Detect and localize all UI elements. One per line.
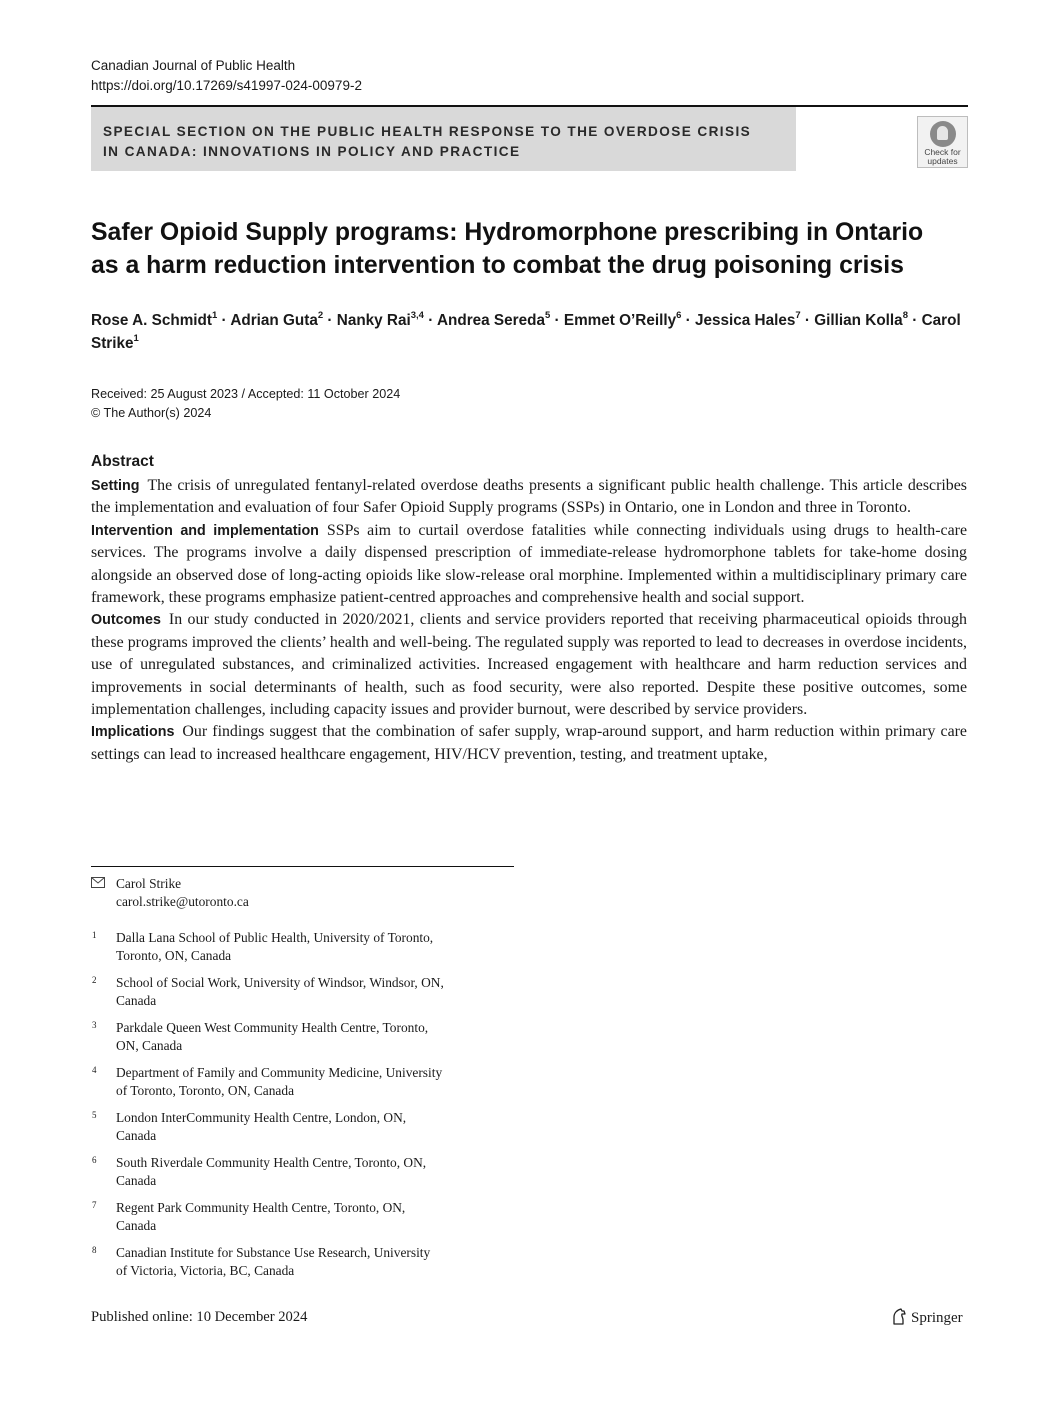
author[interactable]: [814, 312, 908, 329]
article-dates: [91, 385, 400, 423]
abstract-paragraph: [91, 520, 967, 610]
author-name: Rose A. Schmidt: [91, 312, 212, 329]
corresponding-name: Carol Strike: [116, 876, 182, 891]
affiliation-number: 6: [92, 1155, 97, 1165]
article-title-line: as a harm reduction intervention to combat the drug poisoning crisis: [91, 252, 904, 279]
affiliation-number: 1: [92, 930, 97, 940]
affiliation-item: [91, 1019, 511, 1055]
affiliation-text: South Riverdale Community Health Centre, Toronto, ON,: [116, 1155, 427, 1170]
abstract-label: Intervention and implementation: [91, 522, 319, 539]
author-affiliation-sup: 3,4: [410, 310, 424, 321]
affiliation-item: [91, 974, 511, 1010]
corresponding-email[interactable]: carol.strike@utoronto.ca: [116, 894, 249, 909]
author-affiliation-sup: 6: [676, 310, 682, 321]
author-affiliation-sup: 7: [795, 310, 801, 321]
section-banner-line: IN CANADA: INNOVATIONS IN POLICY AND PRACTICE: [103, 144, 521, 159]
affiliation-text: Canadian Institute for Substance Use Research, University: [116, 1245, 431, 1260]
author-name: Andrea Sereda: [436, 312, 545, 329]
abstract-label: Outcomes: [91, 612, 161, 629]
affiliation-text: Canada: [116, 1128, 157, 1143]
author-separator: ·: [907, 312, 922, 329]
author-name: Adrian Guta: [230, 312, 318, 329]
abstract-heading: Abstract: [91, 453, 154, 470]
journal-name: Canadian Journal of Public Health: [91, 58, 296, 73]
affiliation-list: [91, 929, 511, 1289]
affiliation-text: London InterCommunity Health Centre, London, ON,: [116, 1110, 407, 1125]
author-separator: ·: [423, 312, 437, 329]
author-affiliation-sup: 1: [211, 310, 218, 321]
affiliation-text: Toronto, ON, Canada: [116, 948, 232, 963]
author-affiliation-sup: 2: [317, 310, 324, 321]
affiliation-item: [91, 1244, 511, 1280]
author[interactable]: [564, 312, 682, 329]
received-accepted-dates: Received: 25 August 2023 / Accepted: 11 October 2024: [91, 387, 401, 401]
affiliation-number: 4: [92, 1065, 97, 1075]
affiliation-item: [91, 1199, 511, 1235]
author-name: Nanky Rai: [336, 312, 411, 329]
affiliation-text: of Toronto, Toronto, ON, Canada: [116, 1083, 295, 1098]
affiliation-text: of Victoria, Victoria, BC, Canada: [116, 1263, 295, 1278]
doi-link[interactable]: https://doi.org/10.17269/s41997-024-00979-2: [91, 78, 362, 93]
author-separator: ·: [681, 312, 695, 329]
copyright-notice: © The Author(s) 2024: [91, 406, 212, 420]
published-date: Published online: 10 December 2024: [91, 1309, 308, 1325]
abstract-text: SSPs aim to curtail overdose fatalities while connecting individuals using drugs to health-care services. The programs involve a daily dispensed prescription of immediate-release hydromorphone tablets for take-home dosing alongside an observed dose of long-acting opioids like slow-release oral morphine. Implemented within a multidisciplinary primary care framework, these programs emphasize patient-centred approaches and comprehensive health and social support.: [91, 521, 967, 607]
author-name: Carol Strike: [91, 312, 961, 352]
affiliation-text: Dalla Lana School of Public Health, University of Toronto,: [116, 930, 434, 945]
author-affiliation-sup: 1: [133, 333, 139, 344]
abstract-text: Our findings suggest that the combination of safer supply, wrap-around support, and harm reduction within primary care settings can lead to increased healthcare engagement, HIV/HCV prevention, testing, and treatment uptake,: [91, 723, 967, 763]
affiliation-item: [91, 1109, 511, 1145]
author-list: [91, 309, 971, 355]
affiliation-number: 3: [92, 1020, 97, 1030]
affiliation-text: Regent Park Community Health Centre, Toronto, ON,: [116, 1200, 406, 1215]
affiliation-item: [91, 1064, 511, 1100]
author-affiliation-sup: 8: [902, 310, 908, 321]
section-banner: [91, 107, 796, 171]
author-name: Jessica Hales: [695, 312, 796, 329]
abstract-label: Implications: [91, 724, 175, 741]
article-title-line: Safer Opioid Supply programs: Hydromorphone prescribing in Ontario: [91, 219, 924, 246]
abstract-text: The crisis of unregulated fentanyl-related overdose deaths presents a significant public health challenge. This article describes the implementation and evaluation of four Safer Opioid Supply programs (SSPs) in Ontario, one in London and three in Toronto.: [91, 477, 967, 517]
affiliation-item: [91, 929, 511, 965]
springer-horse-icon: [891, 1308, 907, 1325]
bookmark-icon: [930, 121, 956, 147]
author-separator: ·: [550, 312, 564, 329]
author-separator: ·: [800, 312, 815, 329]
affiliation-text: Canada: [116, 1218, 157, 1233]
author-name: Emmet O’Reilly: [563, 312, 677, 329]
section-banner-line: SPECIAL SECTION ON THE PUBLIC HEALTH RESPONSE TO THE OVERDOSE CRISIS: [103, 124, 752, 139]
affiliation-text: Parkdale Queen West Community Health Centre, Toronto,: [116, 1020, 429, 1035]
check-for-updates-button[interactable]: [917, 116, 968, 168]
envelope-icon: [91, 877, 105, 888]
publisher-logo[interactable]: [891, 1308, 963, 1327]
footnote-rule: [91, 866, 514, 867]
author[interactable]: [91, 312, 217, 329]
abstract-paragraph: [91, 475, 967, 520]
abstract-text: In our study conducted in 2020/2021, clients and service providers reported that receiving pharmaceutical opioids through these programs improved the clients’ health and well-being. The regulated supply was reported to lead to decreases in overdose incidents, use of unregulated substances, and criminalized activities. Increased engagement with healthcare and harm reduction services and improvements in social determinants of health, such as food security, were also reported. Despite these positive outcomes, some implementation challenges, including capacity issues and provider burnout, were described by service providers.: [91, 611, 967, 719]
affiliation-text: School of Social Work, University of Windsor, Windsor, ON,: [116, 975, 444, 990]
author-separator: ·: [217, 312, 231, 329]
check-updates-label: Check for: [924, 147, 961, 157]
journal-header: [91, 56, 362, 96]
author-name: Gillian Kolla: [814, 312, 903, 329]
abstract-paragraph: [91, 721, 967, 766]
check-updates-label: updates: [927, 156, 958, 166]
author[interactable]: [230, 312, 323, 329]
publisher-name: Springer: [911, 1310, 963, 1326]
author[interactable]: [337, 312, 424, 329]
author-affiliation-sup: 5: [544, 310, 551, 321]
author[interactable]: [695, 312, 801, 329]
affiliation-number: 2: [92, 975, 97, 985]
affiliation-number: 7: [92, 1200, 97, 1210]
affiliation-text: Department of Family and Community Medicine, University: [116, 1065, 443, 1080]
affiliation-text: Canada: [116, 993, 157, 1008]
abstract-body: [91, 475, 967, 766]
author[interactable]: [437, 312, 550, 329]
abstract-label: Setting: [91, 478, 140, 494]
affiliation-item: [91, 1154, 511, 1190]
affiliation-number: 5: [92, 1110, 97, 1120]
article-title: [91, 216, 971, 282]
affiliation-text: Canada: [116, 1173, 157, 1188]
affiliation-text: ON, Canada: [116, 1038, 183, 1053]
abstract-paragraph: [91, 609, 967, 721]
author-separator: ·: [323, 312, 337, 329]
affiliation-number: 8: [92, 1245, 97, 1255]
